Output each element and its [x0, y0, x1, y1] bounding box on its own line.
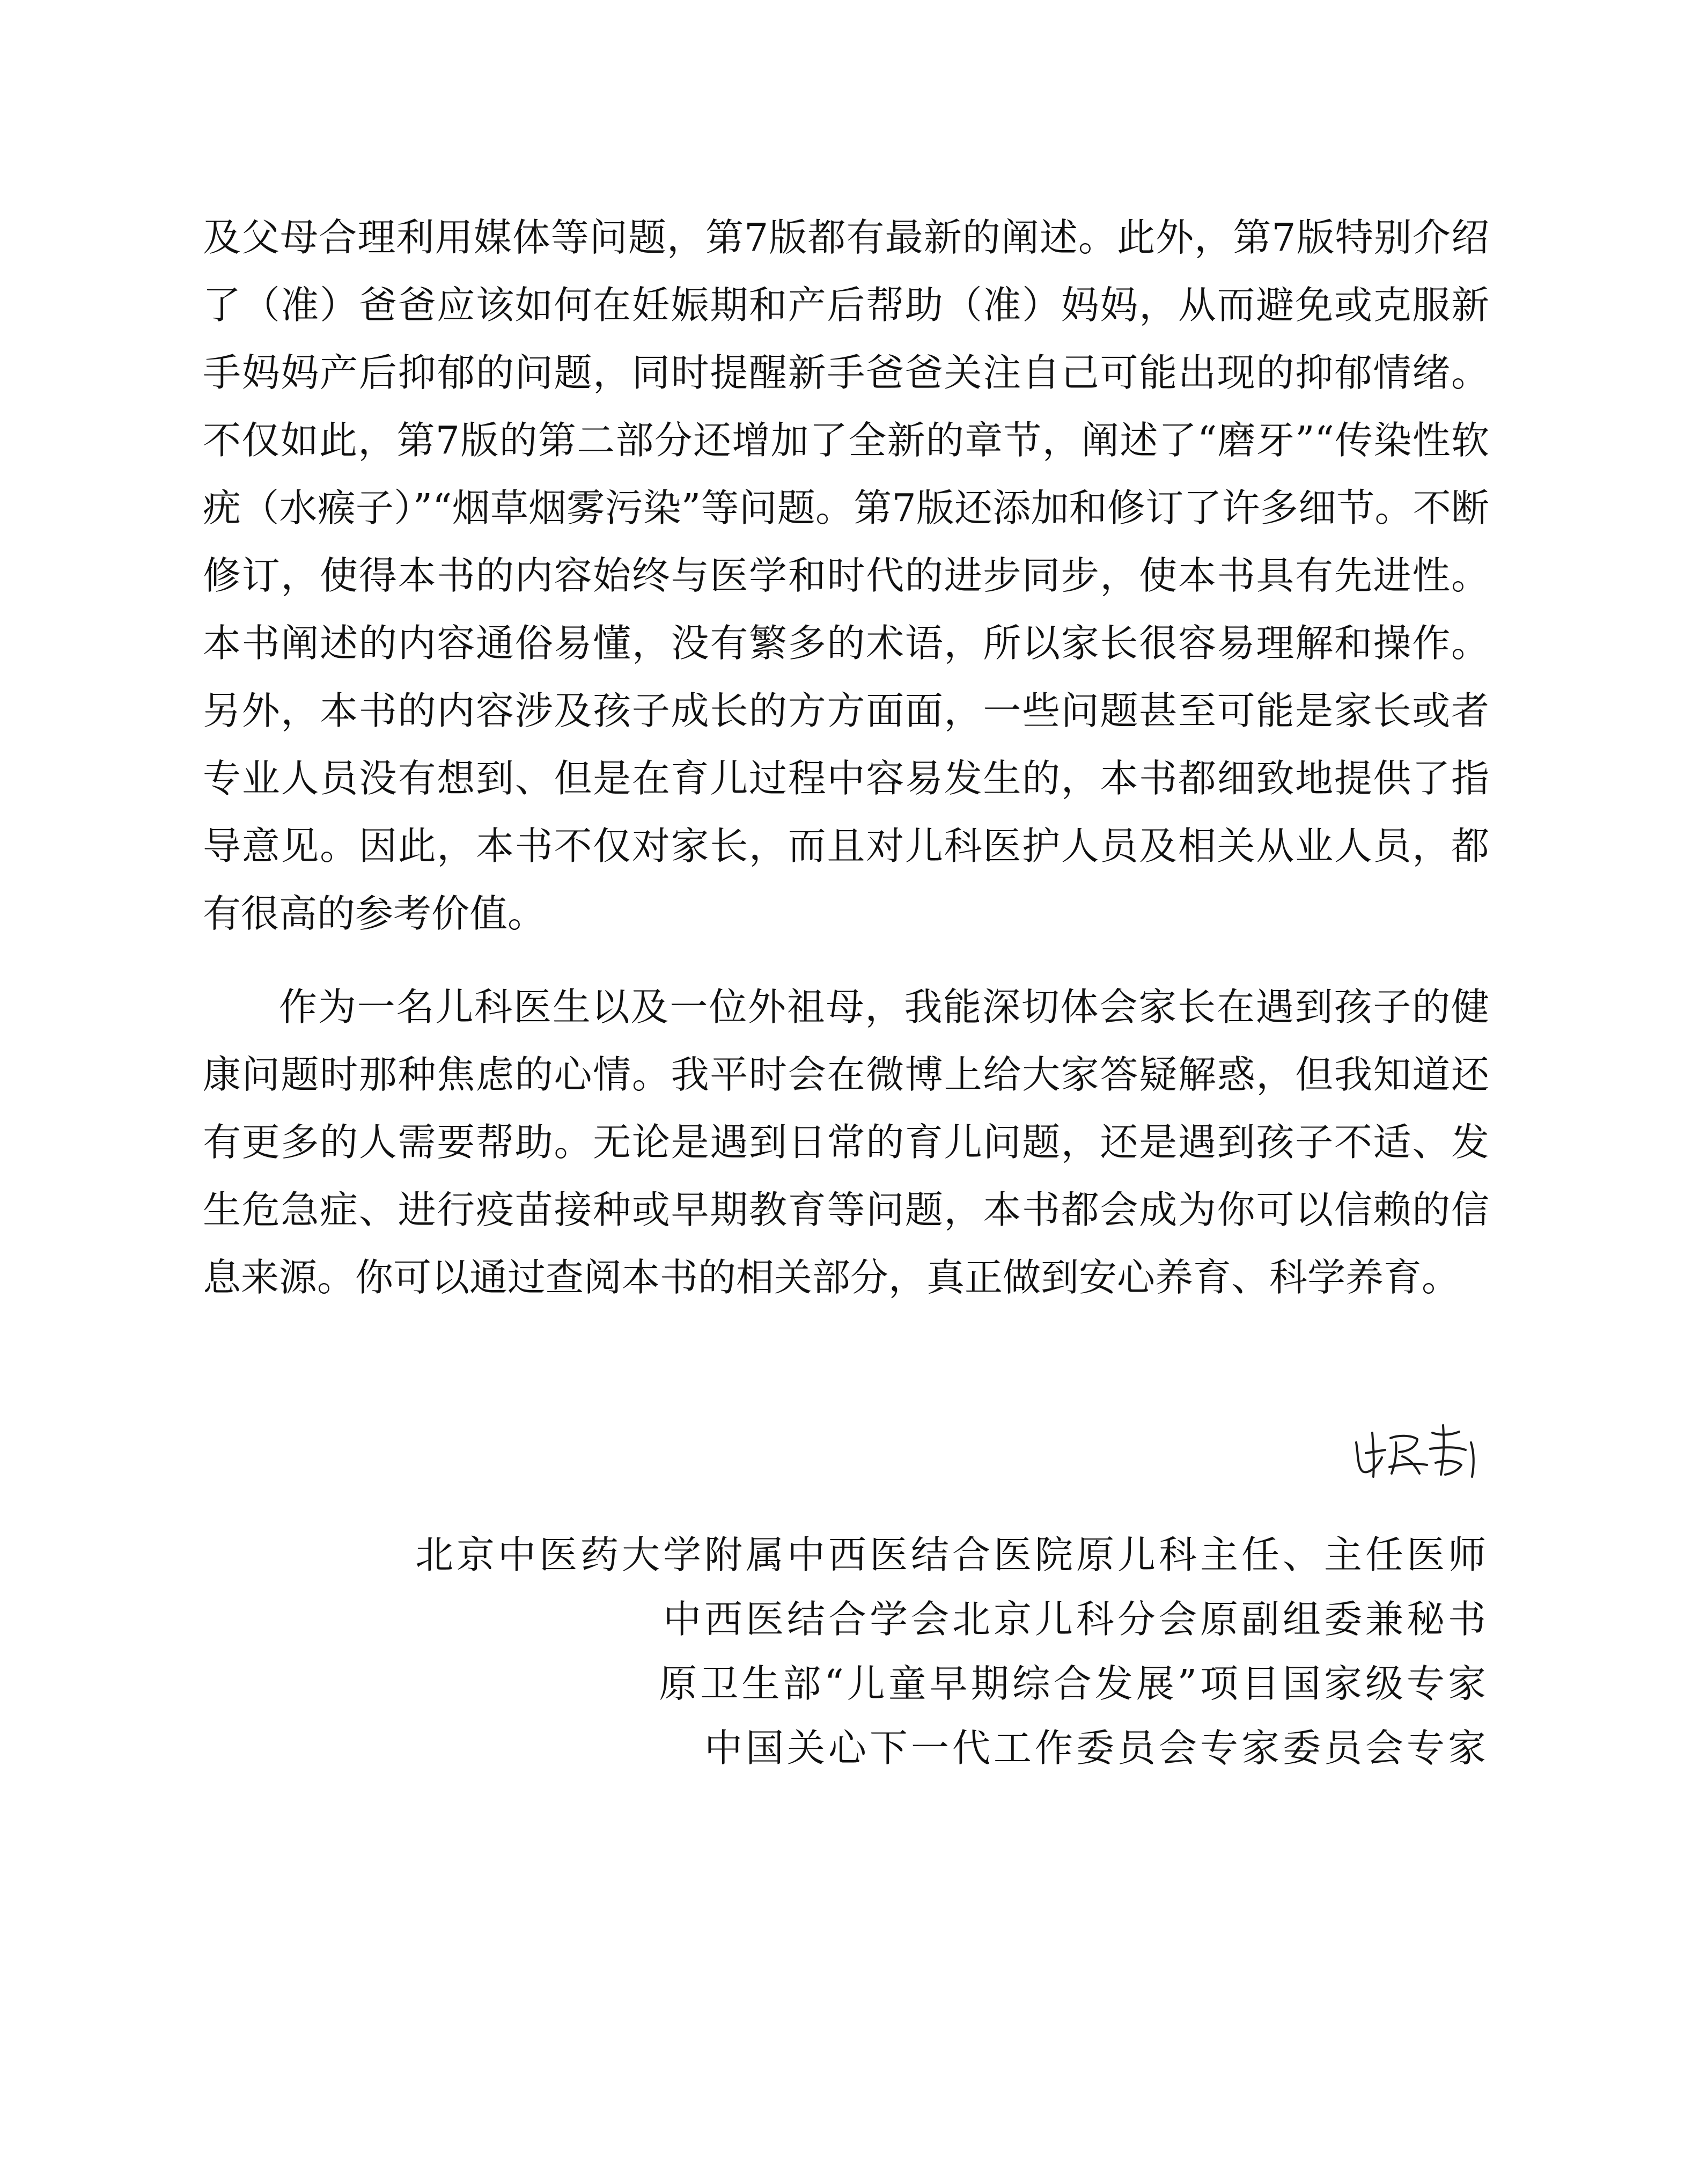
author-credentials	[415, 1523, 1489, 1780]
handwritten-signature	[1347, 1411, 1486, 1486]
paragraph-2: 作为一名儿科医生以及一位外祖母，我能深切体会家长在遇到孩子的健康问题时那种焦虑的心情。我平时会在微博上给大家答疑解惑，但我知道还有更多的人需要帮助。无论是遇到日常的育儿问题，还是遇到孩子不适、发生危急症、进行疫苗接种或早期教育等问题，本书都会成为你可以信赖的信息来源。你可以通过查阅本书的相关部分，真正做到安心养育、科学养育。	[203, 985, 1489, 1300]
credential-line: 中国关心下一代工作委员会专家委员会专家	[704, 1726, 1489, 1770]
credential-line: 北京中医药大学附属中西医结合医院原儿科主任、主任医师	[415, 1533, 1489, 1577]
body-text	[203, 204, 1489, 1311]
paragraph-1: 及父母合理利用媒体等问题，第7版都有最新的阐述。此外，第7版特别介绍了（准）爸爸应该如何在妊娠期和产后帮助（准）妈妈，从而避免或克服新手妈妈产后抑郁的问题，同时提醒新手爸爸关注自己可能出现的抑郁情绪。不仅如此，第7版的第二部分还增加了全新的章节，阐述了“磨牙”“传染性软疣（水瘊子）”“烟草烟雾污染”等问题。第7版还添加和修订了许多细节。不断修订，使得本书的内容始终与医学和时代的进步同步，使本书具有先进性。本书阐述的内容通俗易懂，没有繁多的术语，所以家长很容易理解和操作。另外，本书的内容涉及孩子成长的方方面面，一些问题甚至可能是家长或者专业人员没有想到、但是在育儿过程中容易发生的，本书都细致地提供了指导意见。因此，本书不仅对家长，而且对儿科医护人员及相关从业人员，都有很高的参考价值。	[203, 215, 1489, 936]
credential-line: 原卫生部“儿童早期综合发展”项目国家级专家	[659, 1661, 1489, 1706]
credential-line: 中西医结合学会北京儿科分会原副组委兼秘书	[663, 1597, 1489, 1641]
